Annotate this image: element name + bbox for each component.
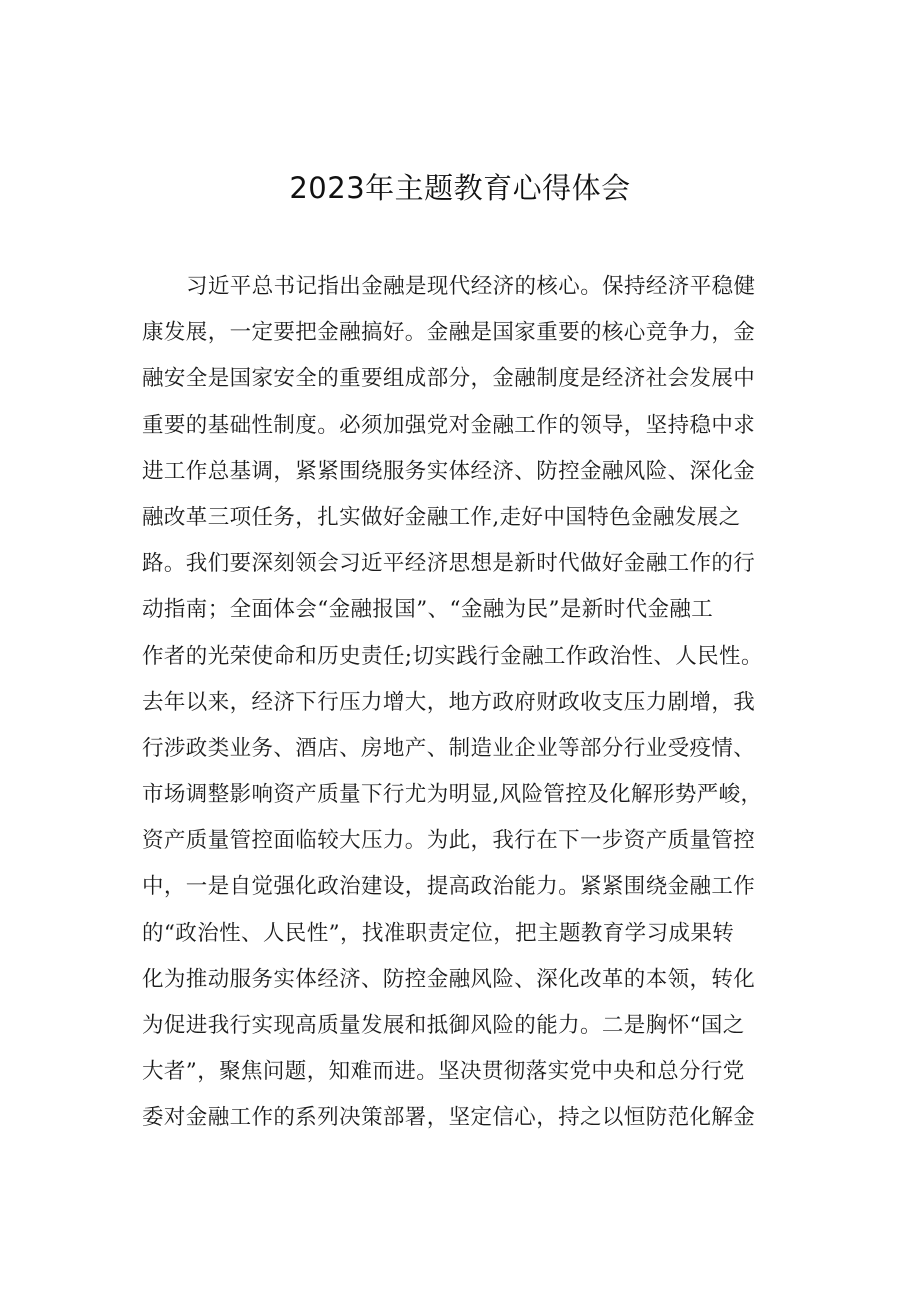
- text-line: 路。我们要深刻领会习近平经济思想是新时代做好金融工作的行: [142, 551, 756, 577]
- text-line: 康发展，一定要把金融搞好。金融是国家重要的核心竞争力，金: [142, 320, 756, 346]
- text-line: 大者”，聚焦问题，知难而进。坚决贯彻落实党中央和总分行党: [142, 1059, 745, 1085]
- text-line: 去年以来，经济下行压力增大，地方政府财政收支压力剧增，我: [142, 689, 756, 715]
- document-title: 2023年主题教育心得体会: [289, 171, 631, 205]
- text-line: 动指南；全面体会“金融报国”、“金融为民”是新时代金融工: [142, 597, 714, 623]
- text-line: 委对金融工作的系列决策部署，坚定信心，持之以恒防范化解金: [142, 1105, 756, 1131]
- text-line: 习近平总书记指出金融是现代经济的核心。保持经济平稳健: [186, 274, 756, 299]
- text-line: 进工作总基调，紧紧围绕服务实体经济、防控金融风险、深化金: [142, 458, 756, 484]
- document-body: [142, 264, 787, 1142]
- text-line: 行涉政类业务、酒店、房地产、制造业企业等部分行业受疫情、: [142, 735, 756, 761]
- text-line: 资产质量管控面临较大压力。为此，我行在下一步资产质量管控: [142, 828, 756, 854]
- text-line: 化为推动服务实体经济、防控金融风险、深化改革的本领，转化: [142, 966, 756, 992]
- text-line: 融安全是国家安全的重要组成部分，金融制度是经济社会发展中: [142, 366, 756, 392]
- text-line: 重要的基础性制度。必须加强党对金融工作的领导，坚持稳中求: [142, 412, 756, 438]
- text-line: 的“政治性、人民性”，找准职责定位，把主题教育学习成果转: [142, 920, 735, 946]
- text-line: 中，一是自觉强化政治建设，提高政治能力。紧紧围绕金融工作: [142, 874, 756, 900]
- text-line: 融改革三项任务，扎实做好金融工作,走好中国特色金融发展之: [142, 504, 741, 530]
- text-line: 市场调整影响资产质量下行尤为明显,风险管控及化解形势严峻，: [142, 782, 763, 808]
- text-line: 为促进我行实现高质量发展和抵御风险的能力。二是胸怀“国之: [142, 1013, 745, 1038]
- text-line: 作者的光荣使命和历史责任;切实践行金融工作政治性、人民性。: [142, 643, 763, 669]
